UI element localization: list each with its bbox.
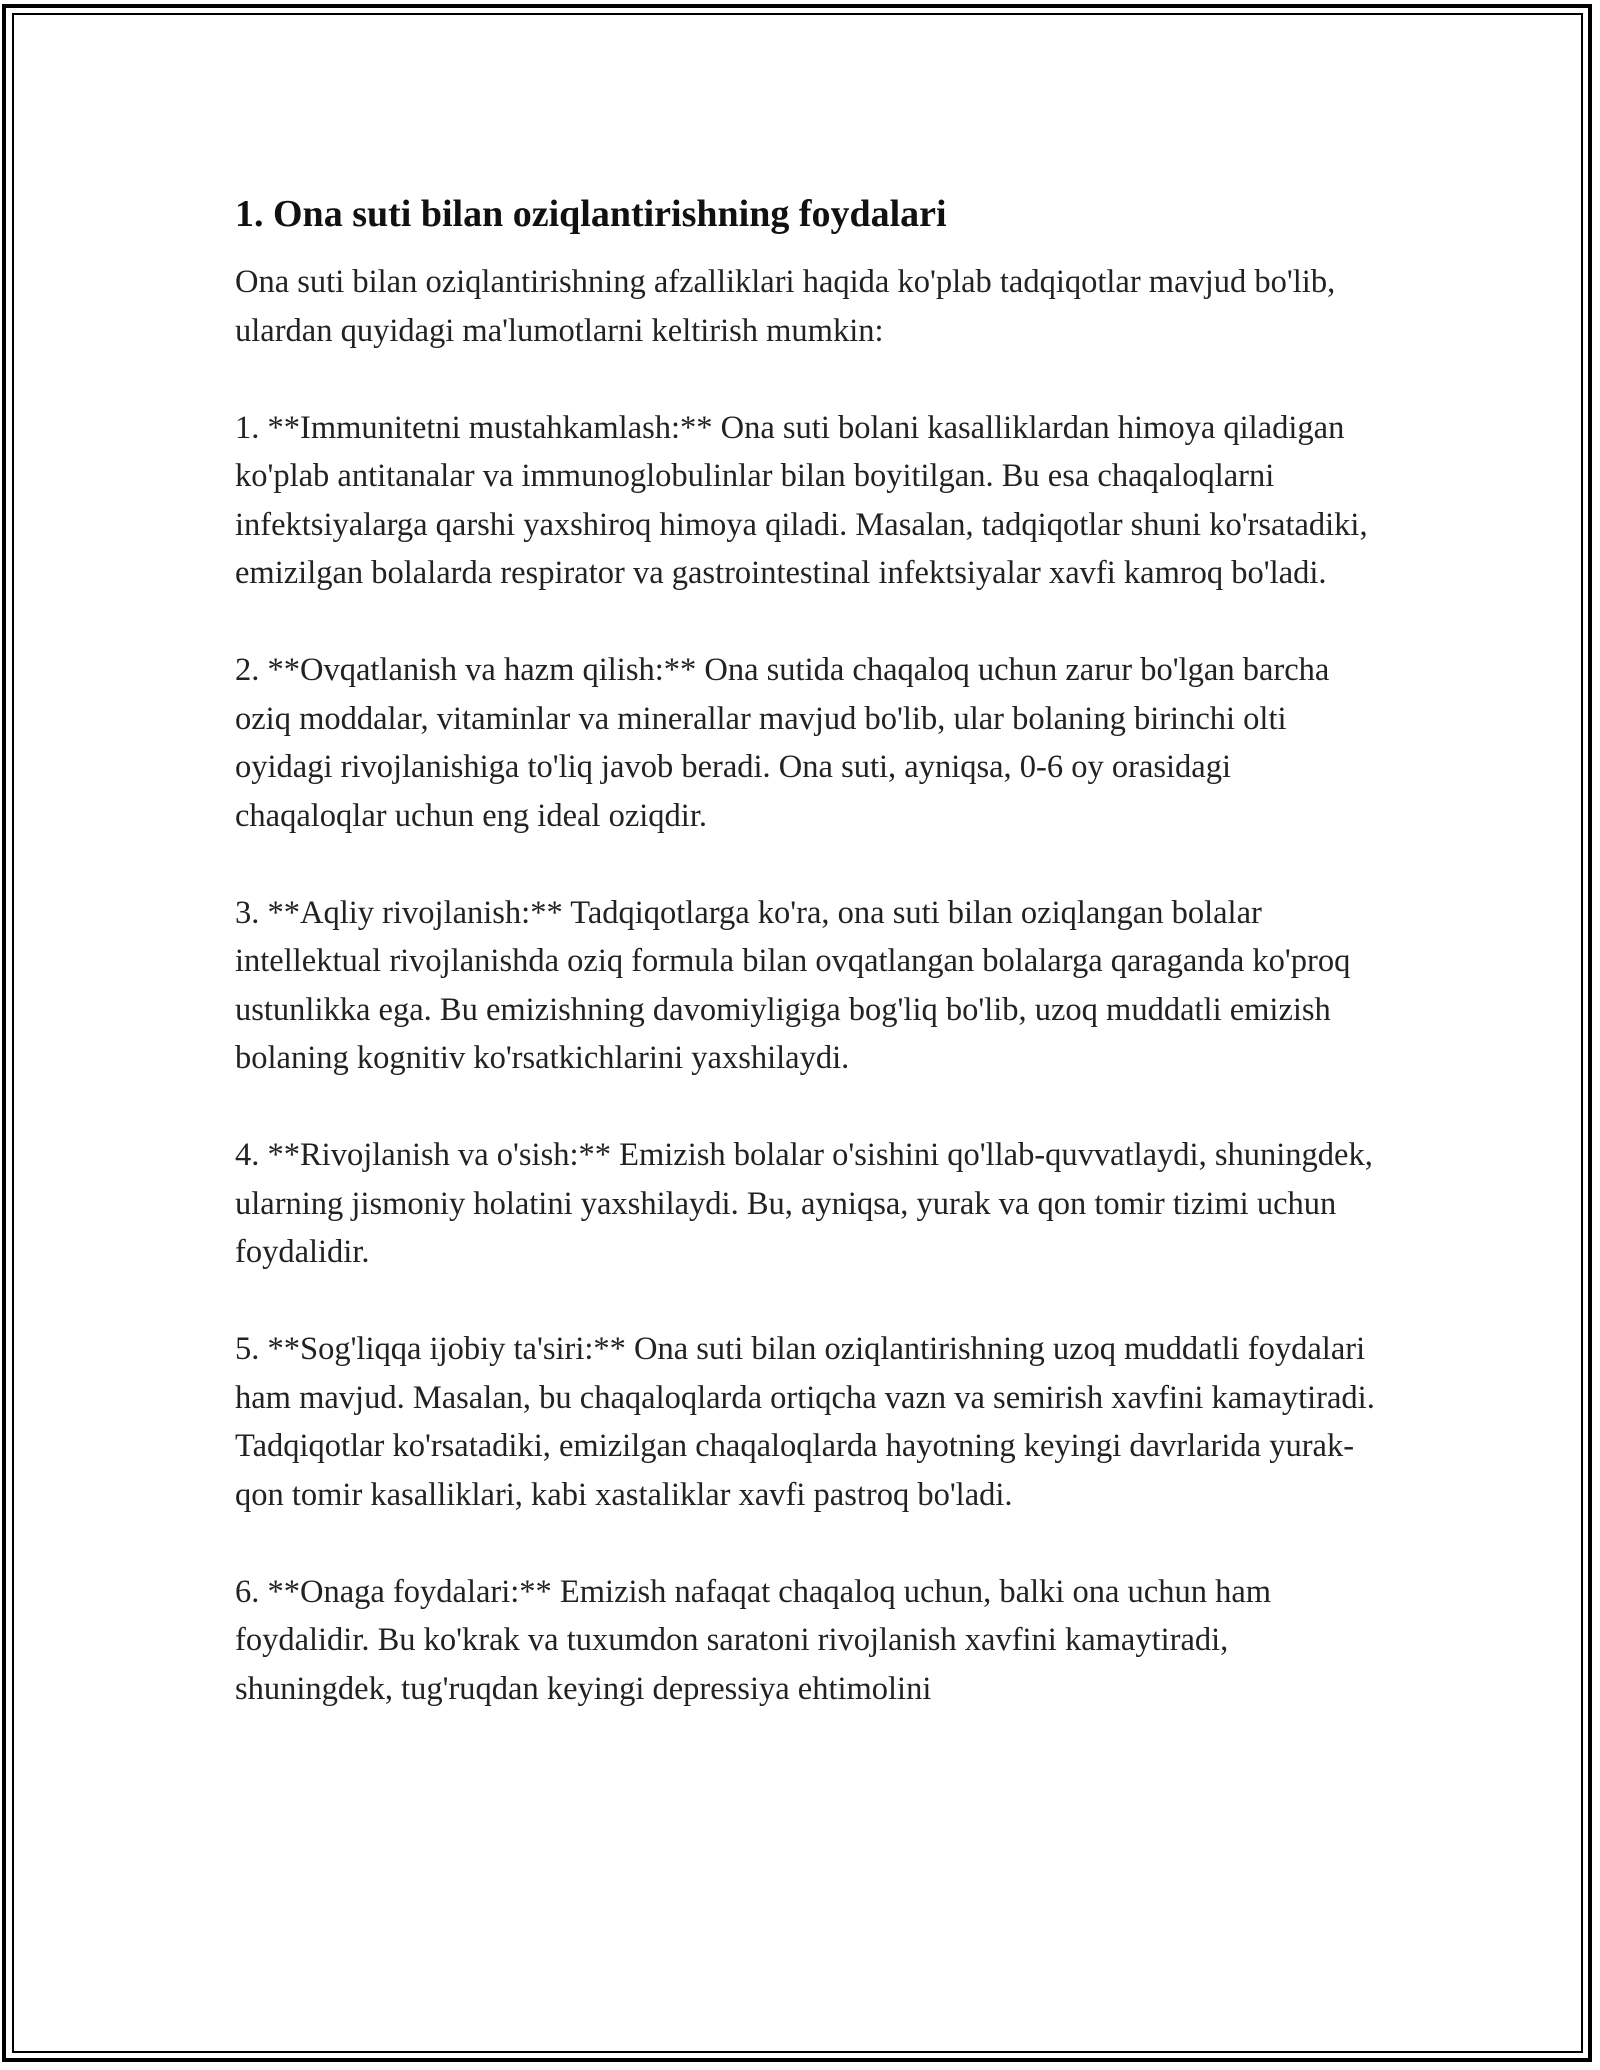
paragraph-immunity: 1. **Immunitetni mustahkamlash:** Ona suti bolani kasalliklardan himoya qiladigan ko'plab antitanalar va immunoglobulinlar bilan boyitilgan. Bu esa chaqaloqlarni infektsiyalarga qarshi yaxshiroq himoya qiladi. Masalan, tadqiqotlar shuni ko'rsatadiki, emizilgan bolalarda respirator va gastrointestinal infektsiyalar xavfi kamroq bo'ladi. [235,409,1368,591]
paragraph-growth: 4. **Rivojlanish va o'sish:** Emizish bolalar o'sishini qo'llab-quvvatlaydi, shuningdek, ularning jismoniy holatini yaxshilaydi. Bu, ayniqsa, yurak va qon tomir tizimi uchun foydalidir. [235,1137,1373,1270]
paragraph-health-effects: 5. **Sog'liqqa ijobiy ta'siri:** Ona suti bilan oziqlantirishning uzoq muddatli foydalari ham mavjud. Masalan, bu chaqaloqlarda ortiqcha vazn va semirish xavfini kamaytiradi. Tadqiqotlar ko'rsatadiki, emizilgan chaqaloqlarda hayotning keyingi davrlarida yurak-qon tomir kasalliklari, kabi xastaliklar xavfi pastroq bo'ladi. [235,1331,1375,1513]
document-body [235,188,1375,1713]
intro-paragraph: Ona suti bilan oziqlantirishning afzalliklari haqida ko'plab tadqiqotlar mavjud bo'lib, ulardan quyidagi ma'lumotlarni keltirish mumkin: [235,264,1336,349]
paragraph-mental-development: 3. **Aqliy rivojlanish:** Tadqiqotlarga ko'ra, ona suti bilan oziqlangan bolalar intellektual rivojlanishda oziq formula bilan ovqatlangan bolalarga qaraganda ko'proq ustunlikka ega. Bu emizishning davomiyligiga bog'liq bo'lib, uzoq muddatli emizish bolaning kognitiv ko'rsatkichlarini yaxshilaydi. [235,894,1351,1076]
paragraph-nutrition: 2. **Ovqatlanish va hazm qilish:** Ona sutida chaqaloq uchun zarur bo'lgan barcha oziq moddalar, vitaminlar va minerallar mavjud bo'lib, ular bolaning birinchi olti oyidagi rivojlanishiga to'liq javob beradi. Ona suti, ayniqsa, 0-6 oy orasidagi chaqaloqlar uchun eng ideal oziqdir. [235,652,1330,834]
section-title: 1. Ona suti bilan oziqlantirishning foydalari [235,193,947,235]
paragraph-mother-benefits: 6. **Onaga foydalari:** Emizish nafaqat chaqaloq uchun, balki ona uchun ham foydalidir. Bu ko'krak va tuxumdon saratoni rivojlanish xavfini kamaytiradi, shuningdek, tug'ruqdan keyingi depressiya ehtimolini [235,1573,1272,1707]
